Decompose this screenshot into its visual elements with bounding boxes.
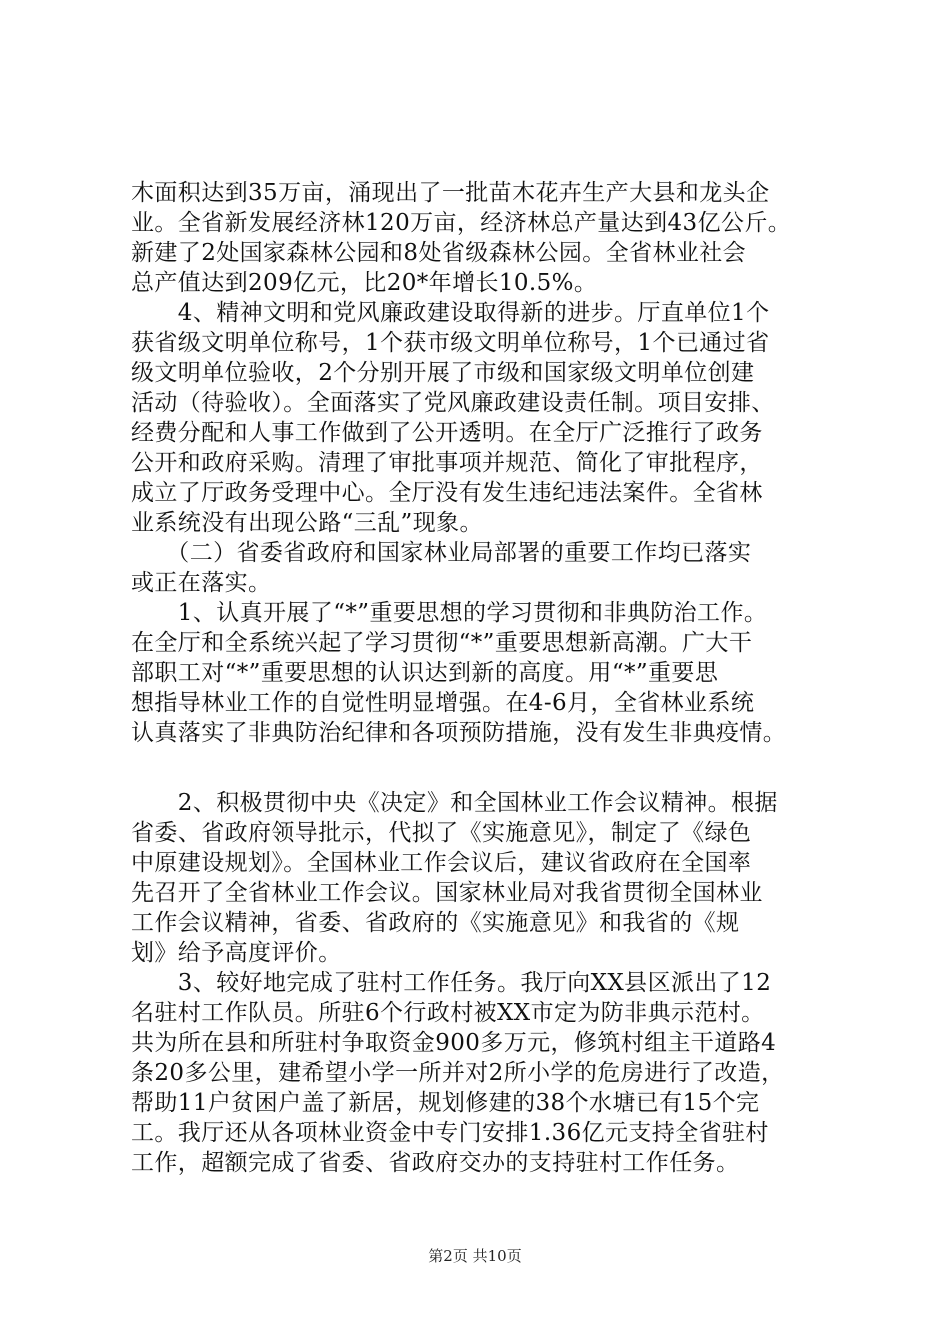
text-line: 成立了厅政务受理中心。全厅没有发生违纪违法案件。全省林 [131,480,763,506]
text-line: 共为所在县和所驻村争取资金900多万元，修筑村组主干道路4 [131,1030,777,1056]
text-line: 工作会议精神，省委、省政府的《实施意见》和我省的《规 [131,910,740,936]
text-line: 木面积达到35万亩，涌现出了一批苗木花卉生产大县和龙头企 [131,180,770,206]
text-line: 认真落实了非典防治纪律和各项预防措施，没有发生非典疫情。 [131,720,787,746]
text-line: 中原建设规划》。全国林业工作会议后，建议省政府在全国率 [131,850,752,876]
text-line: 帮助11户贫困户盖了新居，规划修建的38个水塘已有15个完 [131,1090,760,1116]
text-line: 划》给予高度评价。 [131,940,342,966]
text-line: 4、精神文明和党风廉政建设取得新的进步。厅直单位1个 [131,300,770,326]
text-line: 业系统没有出现公路“三乱”现象。 [131,510,483,536]
text-line: 经费分配和人事工作做到了公开透明。在全厅广泛推行了政务 [131,420,763,446]
text-line: （二）省委省政府和国家林业局部署的重要工作均已落实 [131,540,752,566]
text-line: 名驻村工作队员。所驻6个行政村被XX市定为防非典示范村。 [131,1000,765,1026]
text-line: 省委、省政府领导批示，代拟了《实施意见》，制定了《绿色 [131,820,752,846]
text-line: 部职工对“*”重要思想的认识达到新的高度。用“*”重要思 [131,660,719,686]
text-line: 工。我厅还从各项林业资金中专门安排1.36亿元支持全省驻村 [131,1120,769,1146]
text-line: 3、较好地完成了驻村工作任务。我厅向XX县区派出了12 [131,970,772,996]
text-line: 级文明单位验收，2个分别开展了市级和国家级文明单位创建 [131,360,755,386]
text-line: 在全厅和全系统兴起了学习贯彻“*”重要思想新高潮。广大干 [131,630,753,656]
page-number-footer: 第2页 共10页 [428,1247,522,1265]
text-line: 获省级文明单位称号，1个获市级文明单位称号，1个已通过省 [131,330,770,356]
text-line: 业。全省新发展经济林120万亩，经济林总产量达到43亿公斤。 [131,210,792,236]
text-line: 2、积极贯彻中央《决定》和全国林业工作会议精神。根据 [131,790,778,816]
text-line: 工作，超额完成了省委、省政府交办的支持驻村工作任务。 [131,1150,740,1176]
text-line: 1、认真开展了“*”重要思想的学习贯彻和非典防治工作。 [131,600,768,626]
text-line: 或正在落实。 [131,570,272,596]
text-line: 先召开了全省林业工作会议。国家林业局对我省贯彻全国林业 [131,880,763,906]
text-line: 总产值达到209亿元，比20*年增长10.5%。 [131,270,598,296]
text-line: 条20多公里，建希望小学一所并对2所小学的危房进行了改造， [131,1060,785,1086]
text-line: 公开和政府采购。清理了审批事项并规范、简化了审批程序， [131,450,763,476]
text-line: 新建了2处国家森林公园和8处省级森林公园。全省林业社会 [131,240,747,266]
text-line: 活动（待验收）。全面落实了党风廉政建设责任制。项目安排、 [131,390,775,416]
text-line: 想指导林业工作的自觉性明显增强。在4-6月，全省林业系统 [131,690,755,716]
